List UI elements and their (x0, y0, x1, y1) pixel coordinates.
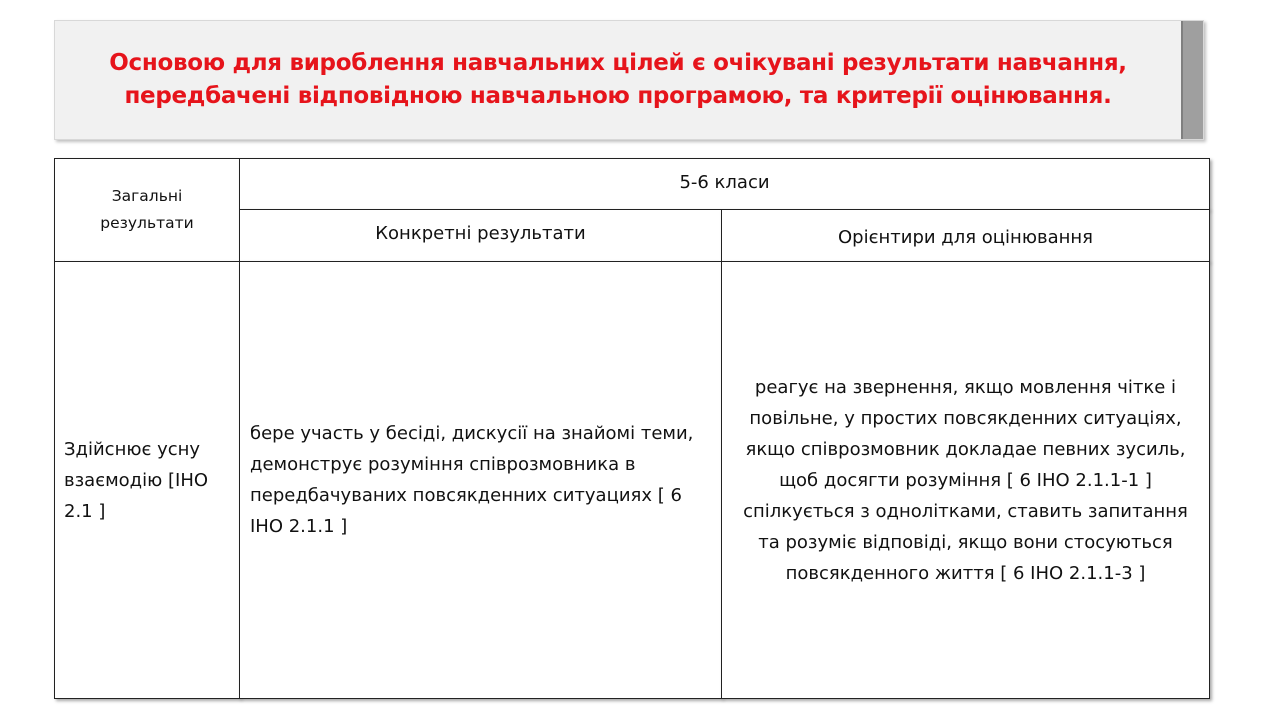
slide-title: Основою для вироблення навчальних цілей є очікувані результати навчання, передбачені відповідною навчальною програмою, та критерії оцінювання. (109, 50, 1127, 109)
header-grade (239, 158, 1210, 210)
title-accent-bar (1181, 21, 1203, 139)
header-specific-results-text: Конкретні результати (375, 223, 586, 244)
table-cell-specific (239, 261, 722, 699)
general-result-text: Здійснює усну взаємодію [ІНО 2.1 ] (64, 438, 209, 522)
header-assessment-criteria-text: Орієнтири для оцінювання (838, 227, 1093, 248)
title-banner (54, 20, 1204, 140)
table-cell-general (54, 261, 240, 699)
criteria-text: реагує на звернення, якщо мовлення чітке і повільне, у простих повсякденних ситуаціях, якщо співрозмовник докладае певних зусиль, щоб досягти розуміння [ 6 ІНО 2.1.1-1 ] спілкується з однолітками, ставить запитання та розуміє відповіді, якщо вони стосуються повсякденного життя [ 6 ІНО 2.1.1-3 ] (743, 376, 1188, 584)
header-specific-results (239, 209, 722, 262)
table-cell-criteria (721, 261, 1210, 699)
specific-result-text: бере участь у бесіді, дискусії на знайомі теми, демонструє розуміння співрозмовника в передбачуваних повсякденних ситуациях [ 6 ІНО 2.1.1 ] (250, 423, 694, 537)
header-assessment-criteria (721, 209, 1210, 262)
header-grade-text: 5-6 класи (679, 171, 770, 193)
header-general-results-text: Загальні результати (100, 187, 194, 232)
header-general-results (54, 158, 240, 262)
